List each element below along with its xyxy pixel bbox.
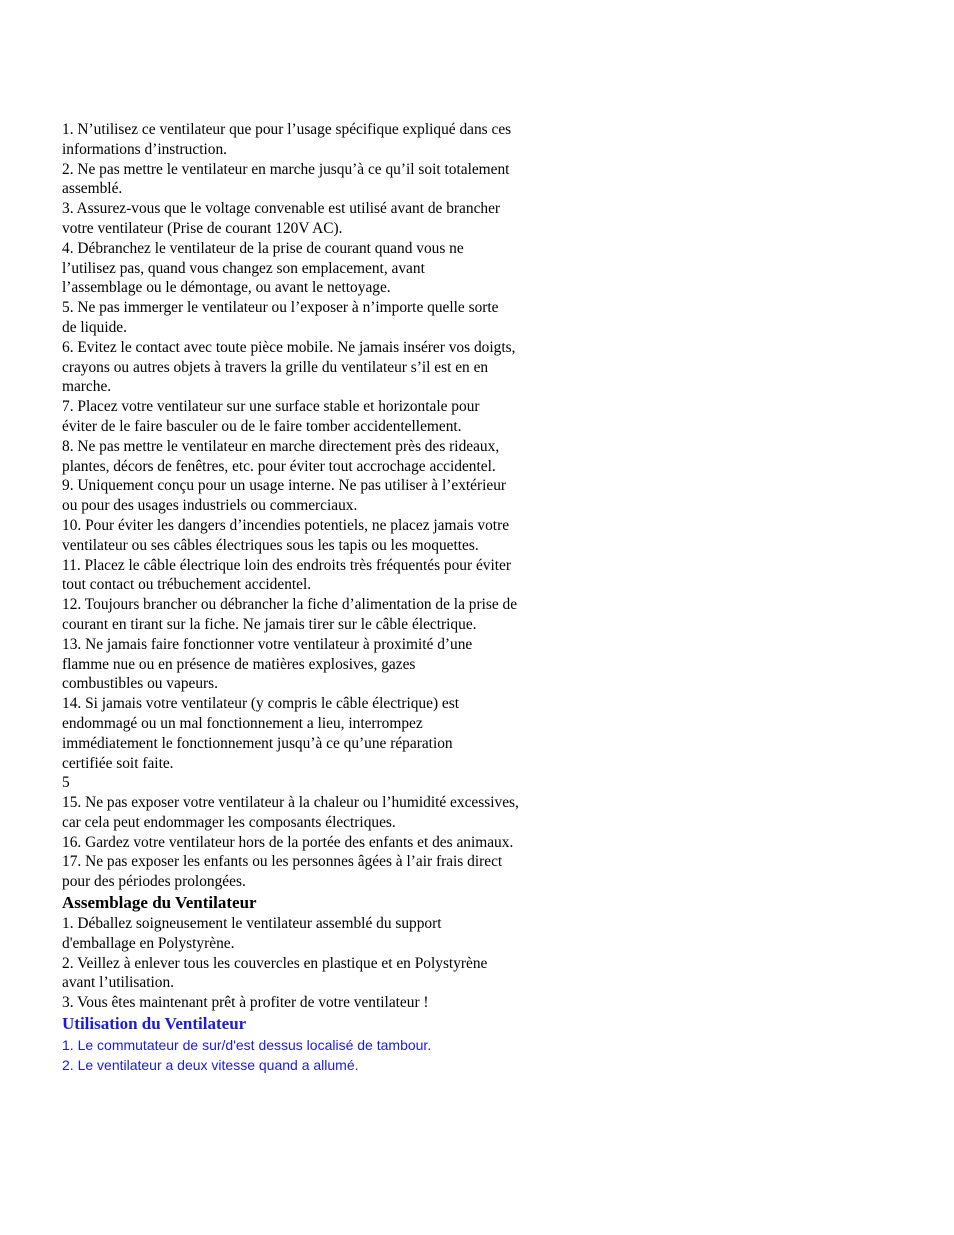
text-line: 2. Ne pas mettre le ventilateur en marche jusqu’à ce qu’il soit totalement <box>62 160 510 178</box>
assembly-heading: Assemblage du Ventilateur <box>62 893 257 913</box>
text-line: 17. Ne pas exposer les enfants ou les personnes âgées à l’air frais direct <box>62 853 503 871</box>
text-line: 1. N’utilisez ce ventilateur que pour l’usage spécifique expliqué dans ces <box>62 121 512 138</box>
text-line: ventilateur ou ses câbles électriques sous les tapis ou les moquettes. <box>62 536 479 554</box>
usage-line: 2. Le ventilateur a deux vitesse quand a allumé. <box>62 1057 359 1074</box>
text-line: 13. Ne jamais faire fonctionner votre ventilateur à proximité d’une <box>62 635 473 653</box>
text-line: 14. Si jamais votre ventilateur (y compris le câble électrique) est <box>62 695 460 713</box>
text-line: d'emballage en Polystyrène. <box>62 934 235 952</box>
text-line: 10. Pour éviter les dangers d’incendies potentiels, ne placez jamais votre <box>62 516 510 534</box>
text-line: 5. Ne pas immerger le ventilateur ou l’exposer à n’importe quelle sorte <box>62 299 499 317</box>
text-line: l’assemblage ou le démontage, ou avant le nettoyage. <box>62 279 391 297</box>
text-line: immédiatement le fonctionnement jusqu’à ce qu’une réparation <box>62 734 453 752</box>
text-line: 16. Gardez votre ventilateur hors de la portée des enfants et des animaux. <box>62 833 514 851</box>
usage-section <box>62 1013 582 1075</box>
text-line: 3. Vous êtes maintenant prêt à profiter de votre ventilateur ! <box>62 994 429 1012</box>
text-line: 6. Evitez le contact avec toute pièce mobile. Ne jamais insérer vos doigts, <box>62 338 516 356</box>
text-line: de liquide. <box>62 318 127 336</box>
text-line: car cela peut endommager les composants électriques. <box>62 813 396 831</box>
text-line: ou pour des usages industriels ou commerciaux. <box>62 497 358 515</box>
usage-heading: Utilisation du Ventilateur <box>62 1014 247 1034</box>
text-line: courant en tirant sur la fiche. Ne jamais tirer sur le câble électrique. <box>62 615 477 633</box>
text-line: 7. Placez votre ventilateur sur une surface stable et horizontale pour <box>62 398 480 416</box>
text-line: 3. Assurez-vous que le voltage convenable est utilisé avant de brancher <box>62 200 501 218</box>
text-line: informations d’instruction. <box>62 140 227 158</box>
text-line: l’utilisez pas, quand vous changez son emplacement, avant <box>62 259 425 277</box>
text-line: certifiée soit faite. <box>62 754 174 772</box>
text-line: pour des périodes prolongées. <box>62 873 246 891</box>
text-line: avant l’utilisation. <box>62 974 174 992</box>
assembly-section <box>62 892 582 1013</box>
text-line: 15. Ne pas exposer votre ventilateur à la chaleur ou l’humidité excessives, <box>62 794 519 812</box>
text-line: 12. Toujours brancher ou débrancher la fiche d’alimentation de la prise de <box>62 596 518 614</box>
text-line: tout contact ou trébuchement accidentel. <box>62 576 312 594</box>
usage-line: 1. Le commutateur de sur/d'est dessus localisé de tambour. <box>62 1037 432 1054</box>
text-line: flamme nue ou en présence de matières explosives, gazes <box>62 655 416 673</box>
text-line: 4. Débranchez le ventilateur de la prise de courant quand vous ne <box>62 239 464 257</box>
page-number: 5 <box>62 774 70 792</box>
text-line: éviter de le faire basculer ou de le faire tomber accidentellement. <box>62 417 462 435</box>
document-page <box>62 120 582 1075</box>
text-line: votre ventilateur (Prise de courant 120V AC). <box>62 219 343 237</box>
text-line: 2. Veillez à enlever tous les couvercles en plastique et en Polystyrène <box>62 954 488 972</box>
text-line: combustibles ou vapeurs. <box>62 675 219 693</box>
text-line: plantes, décors de fenêtres, etc. pour éviter tout accrochage accidentel. <box>62 457 496 475</box>
text-line: crayons ou autres objets à travers la grille du ventilateur s’il est en en <box>62 358 489 376</box>
text-line: 9. Uniquement conçu pour un usage interne. Ne pas utiliser à l’extérieur <box>62 477 507 495</box>
text-line: assemblé. <box>62 180 123 198</box>
text-line: 1. Déballez soigneusement le ventilateur assemblé du support <box>62 915 442 933</box>
text-line: endommagé ou un mal fonctionnement a lieu, interrompez <box>62 714 423 732</box>
text-line: marche. <box>62 378 112 396</box>
text-line: 11. Placez le câble électrique loin des endroits très fréquentés pour éviter <box>62 556 511 574</box>
safety-instructions <box>62 120 582 892</box>
text-line: 8. Ne pas mettre le ventilateur en marche directement près des rideaux, <box>62 437 500 455</box>
